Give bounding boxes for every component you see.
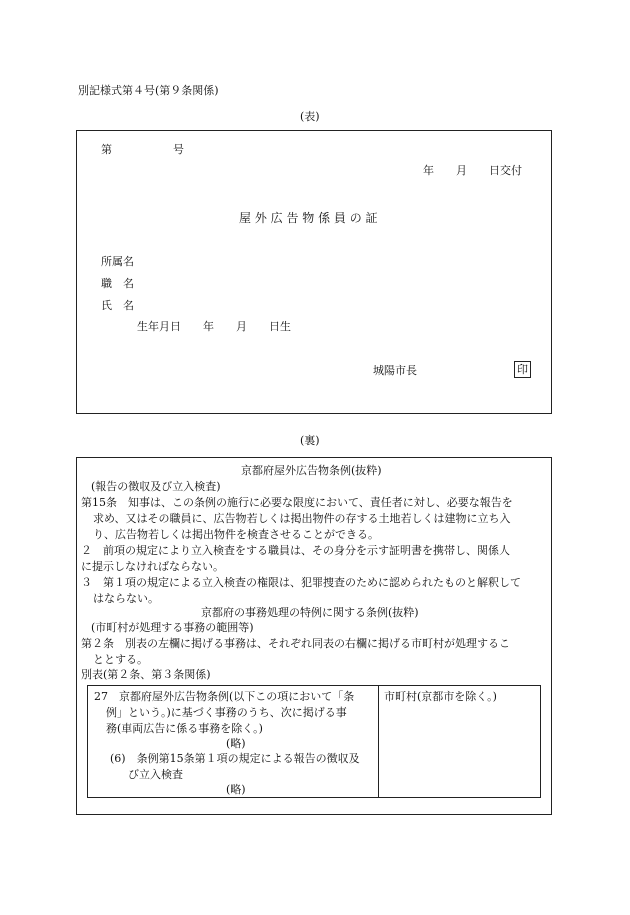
table-left-line-1: 27 京都府屋外広告物条例(以下この項において「条 — [94, 690, 355, 703]
article15-para2-line-1: ２ 前項の規定により立入検査をする職員は、その身分を示す証明書を携帯し、関係人 — [81, 544, 510, 557]
name-label: 氏 名 — [101, 299, 134, 312]
ordinance1-title: 京都府屋外広告物条例(抜粋) — [241, 464, 382, 477]
article2-heading: (市町村が処理する事務の範囲等) — [91, 621, 254, 634]
card-title: 屋 外 広 告 物 係 員 の 証 — [239, 211, 378, 225]
table-label: 別表(第２条、第３条関係) — [81, 668, 211, 681]
table-left-line-2: 例」という。)に基づく事務のうち、次に掲げる事 — [106, 706, 347, 719]
article15-para3-line-1: ３ 第１項の規定による立入検査の権限は、犯罪捜査のために認められたものと解釈して — [81, 576, 521, 589]
article15-line-3: り、広告物若しくは掲出物件を検査させることができる。 — [93, 528, 379, 541]
table-right-cell: 市町村(京都市を除く。) — [384, 690, 497, 703]
article15-heading: (報告の徴収及び立入検査) — [91, 480, 221, 493]
ordinance2-title: 京都府の事務処理の特例に関する条例(抜粋) — [201, 606, 419, 619]
seal-mark: 印 — [514, 361, 531, 378]
table-divider — [378, 686, 379, 797]
article2-line-1: 第２条 別表の左欄に掲げる事務は、それぞれ同表の右欄に掲げる市町村が処理するこ — [81, 637, 510, 650]
form-title: 別記様式第４号(第９条関係) — [78, 84, 219, 97]
birthdate-line: 生年月日 年 月 日生 — [137, 320, 291, 333]
position-label: 職 名 — [101, 277, 134, 290]
article15-line-2: 求め、又はその職員に、広告物若しくは掲出物件の存する土地若しくは建物に立ち入 — [93, 512, 511, 525]
article2-line-2: ととする。 — [93, 653, 148, 666]
issuer-name: 城陽市長 — [373, 364, 417, 377]
back-card — [76, 457, 552, 815]
front-card — [76, 130, 552, 414]
table-left-line-3: 務(車両広告に係る事務を除く。) — [106, 722, 263, 735]
date-issued: 年 月 日交付 — [423, 164, 522, 177]
table-omit-1: (略) — [226, 737, 246, 750]
front-label: (表) — [300, 110, 320, 123]
number-prefix: 第 — [101, 143, 112, 156]
table-item-line-1: (6) 条例第15条第１項の規定による報告の徴収及 — [110, 752, 360, 765]
article15-line-1: 第15条 知事は、この条例の施行に必要な限度において、責任者に対し、必要な報告を — [81, 496, 513, 509]
article15-para2-line-2: に提示しなければならない。 — [81, 560, 224, 573]
back-label: (裏) — [300, 434, 320, 447]
affiliation-label: 所属名 — [101, 255, 134, 268]
table-omit-2: (略) — [226, 783, 246, 796]
appendix-table — [87, 685, 541, 798]
number-suffix: 号 — [173, 143, 184, 156]
table-item-line-2: び立入検査 — [128, 768, 183, 781]
article15-para3-line-2: はならない。 — [93, 592, 159, 605]
